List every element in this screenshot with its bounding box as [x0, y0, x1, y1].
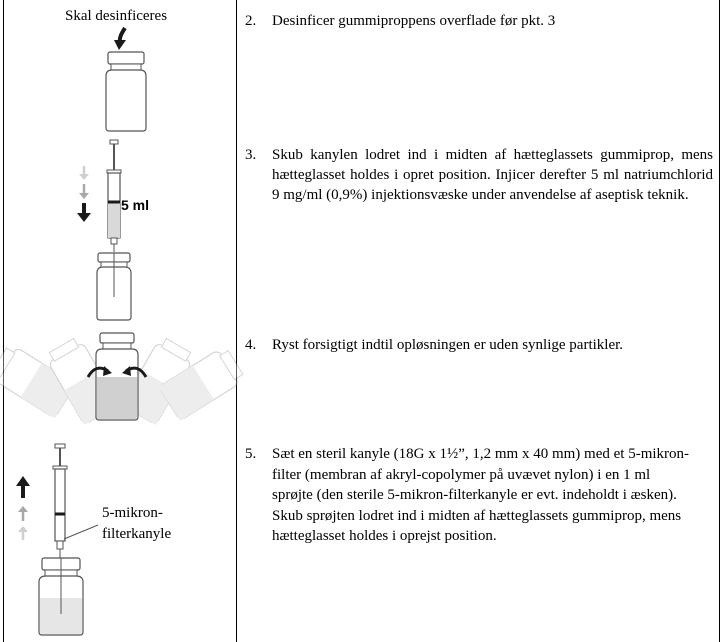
- step-3-number: 3.: [245, 147, 257, 163]
- pointer-line: [62, 523, 102, 543]
- step-3-text: Skub kanylen lodret ind i midten af hætteglassets gummiprop, mens hætteglasset holdes i opret position. Injicer derefter 5 ml natriumchlorid 9 mg/ml (0,9%) injektionsvæske under anvendelse af aseptisk teknik.: [272, 147, 713, 203]
- disinfect-label: Skal desinficeres: [65, 8, 168, 24]
- table-left-border: [3, 0, 4, 642]
- table-column-divider: [236, 0, 237, 642]
- step-2-number: 2.: [245, 13, 257, 29]
- filter-needle-label: [102, 503, 212, 545]
- step-4-text: Ryst forsigtigt indtil opløsningen er uden synlige partikler.: [272, 337, 624, 353]
- vial-icon: [36, 558, 86, 636]
- vial-icon: [94, 253, 134, 321]
- filter-needle-label-line2: filterkanyle: [102, 526, 172, 542]
- filter-needle-label-line1: 5-mikron-: [102, 505, 163, 521]
- vial-icon: [102, 52, 152, 132]
- step-5-number: 5.: [245, 446, 257, 462]
- volume-label: 5 ml: [121, 197, 150, 213]
- step-5-text: Sæt en steril kanyle (18G x 1½”, 1,2 mm x 40 mm) med et 5-mikron-filter (membran af akryl-copolymer på uvævet nylon) i en 1 ml sprøjte (den sterile 5-mikron-filterkanyle er evt. indeholdt i æsken). Skub sprøjten lodret ind i midten af hætteglassets gummiprop, mens hætteglasset holdes i oprejst position.: [272, 446, 690, 544]
- table-right-border: [719, 0, 720, 642]
- step-4-number: 4.: [245, 337, 257, 353]
- step-2-text: Desinficer gummiproppens overflade før pkt. 3: [272, 13, 556, 29]
- arrows-up-icon: [13, 474, 37, 546]
- shaking-vials-icon: [14, 333, 214, 433]
